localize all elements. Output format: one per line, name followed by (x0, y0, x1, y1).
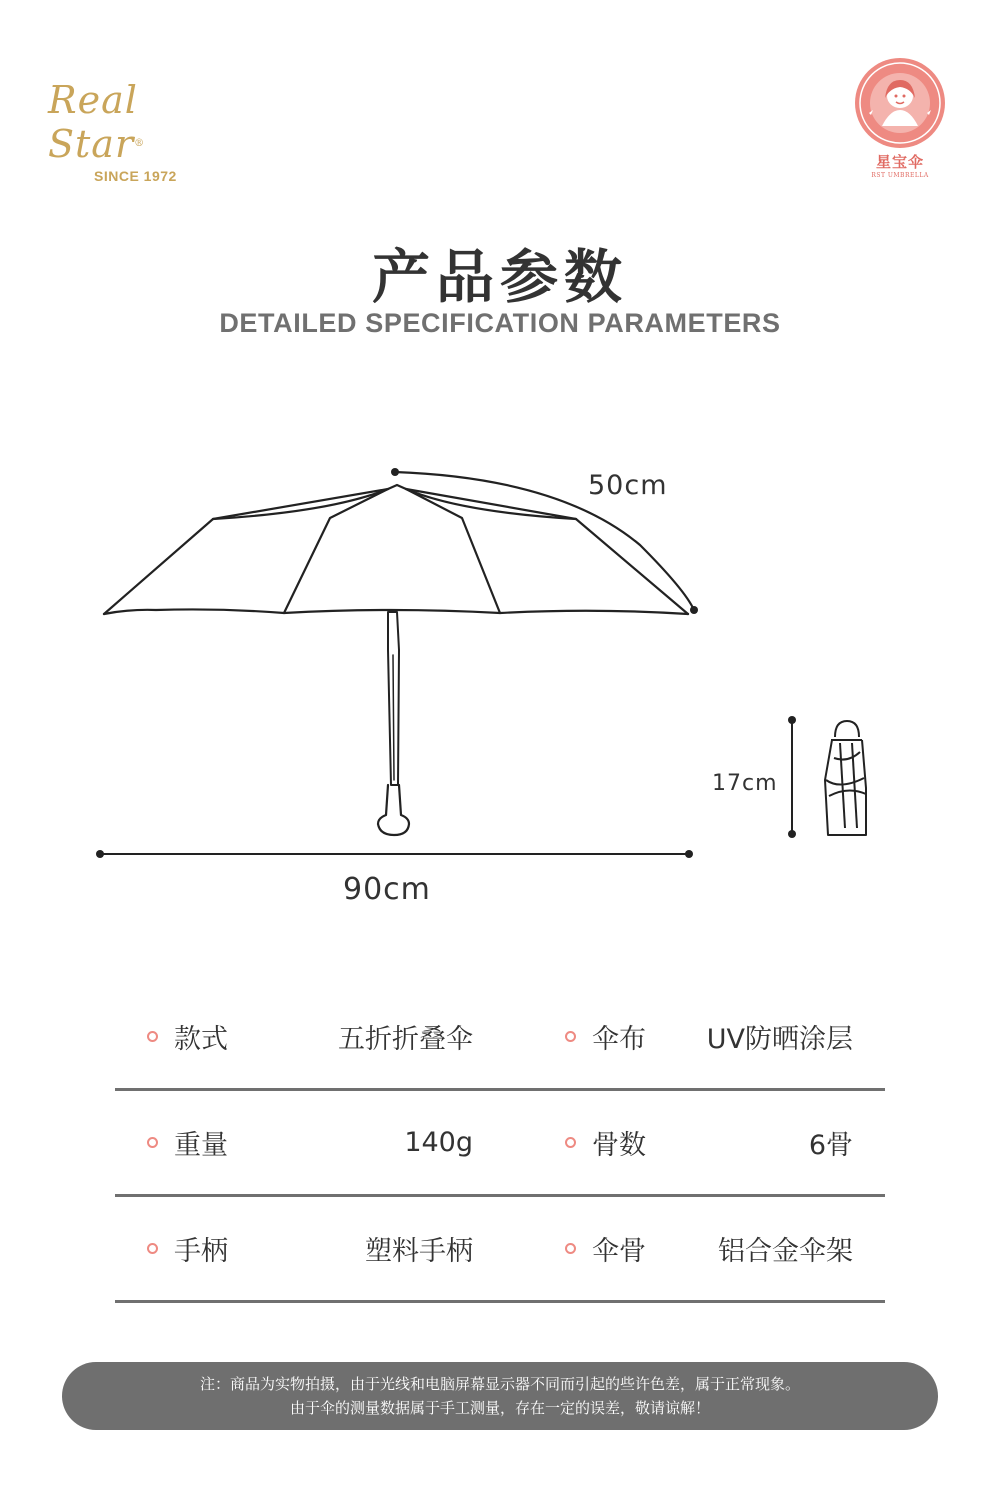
spec-value: 140g (404, 1127, 473, 1158)
folded-length-label: 17cm (712, 771, 778, 796)
spec-value: 五折折叠伞 (338, 1024, 473, 1055)
umbrella-diagram (0, 440, 1000, 860)
disclaimer-note (62, 1362, 938, 1430)
folded-umbrella-icon (825, 721, 866, 835)
spec-value: 铝合金伞架 (718, 1236, 853, 1267)
brand-badge (850, 58, 950, 179)
spec-value: 塑料手柄 (365, 1236, 473, 1267)
spec-row (115, 985, 885, 1091)
spec-value: 6骨 (808, 1130, 853, 1161)
diameter-label: 90cm (343, 872, 431, 907)
radius-end-dot (690, 606, 698, 614)
spec-label: 款式 (174, 1024, 228, 1055)
badge-emblem (855, 58, 945, 148)
bullet-dot-icon (147, 1031, 158, 1042)
bullet-dot-icon (147, 1243, 158, 1254)
bullet-dot-icon (147, 1137, 158, 1148)
bullet-dot-icon (565, 1243, 576, 1254)
spec-label: 伞布 (592, 1024, 646, 1055)
radius-start-dot (391, 468, 399, 476)
spec-label: 骨数 (592, 1130, 646, 1161)
note-line-1: 注：商品为实物拍摄，由于光线和电脑屏幕显示器不同而引起的些许色差，属于正常现象。 (199, 1375, 800, 1393)
page-subtitle: DETAILED SPECIFICATION PARAMETERS (219, 308, 781, 338)
bullet-dot-icon (565, 1137, 576, 1148)
spec-label: 重量 (174, 1130, 228, 1161)
registered-mark: ® (134, 138, 146, 149)
spec-label: 手柄 (174, 1236, 228, 1267)
badge-en-name: RST UMBRELLA (871, 172, 929, 179)
spec-label: 伞骨 (592, 1236, 646, 1267)
badge-cn-name: 星宝伞 (875, 153, 924, 171)
brand-since: SINCE 1972 (94, 168, 177, 184)
bullet-dot-icon (565, 1031, 576, 1042)
brand-logo (48, 78, 248, 184)
note-line-2: 由于伞的测量数据属于手工测量，存在一定的误差，敬请谅解！ (289, 1399, 710, 1417)
brand-name: Real Star (48, 78, 138, 166)
radius-label: 50cm (588, 470, 668, 501)
spec-table (115, 985, 885, 1303)
page-title: 产品参数 (371, 243, 628, 311)
portrait-emblem-icon (855, 58, 945, 148)
spec-row (115, 1197, 885, 1303)
spec-value: UV防晒涂层 (706, 1024, 853, 1055)
open-umbrella-icon (104, 485, 688, 835)
spec-row (115, 1091, 885, 1197)
